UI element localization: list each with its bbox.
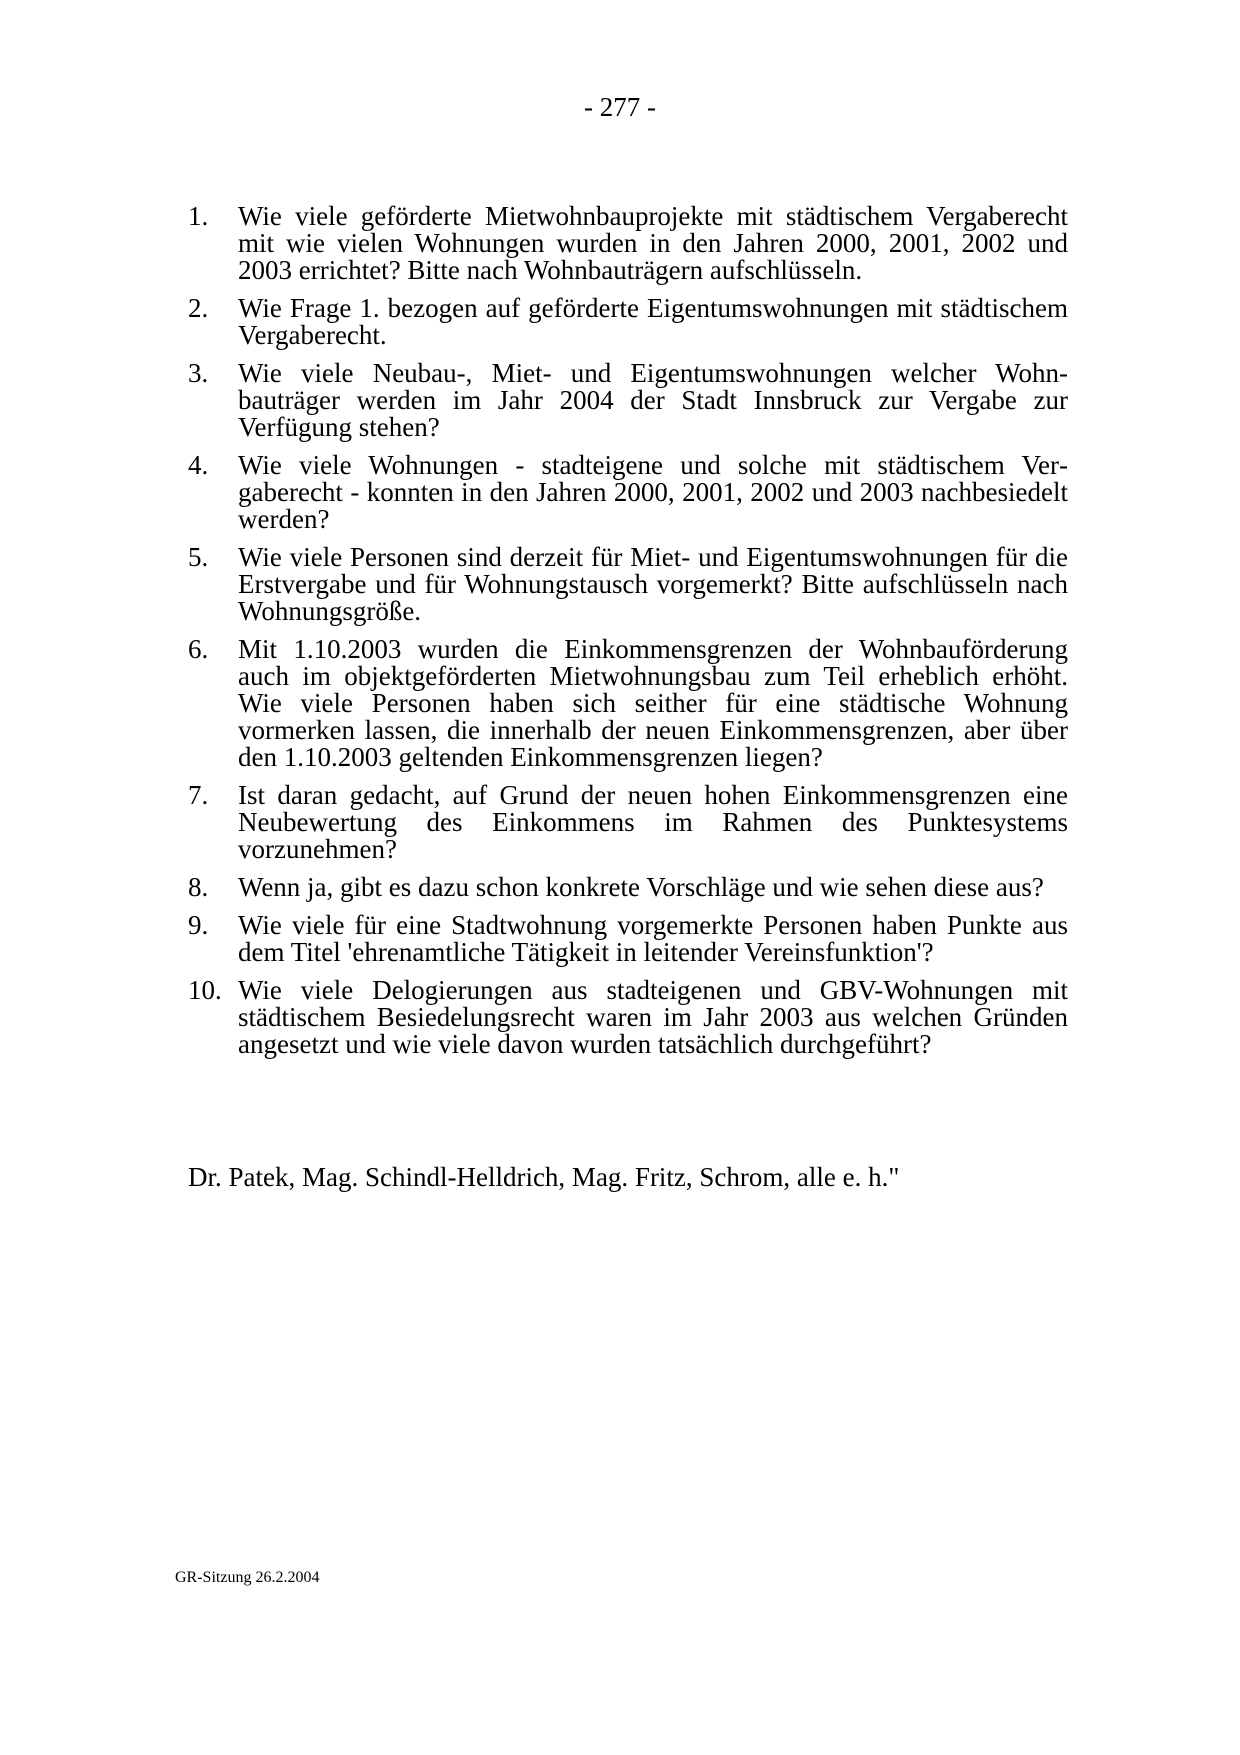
question-number: 6. [188,634,209,664]
question-item [188,874,1068,901]
question-text: Ist daran gedacht, auf Grund der neuen hohen Einkommensgrenzen eine Neubewertung des Einkommens im Rahmen des Punktesystems vorzunehmen? [238,780,1068,864]
question-item [188,782,1068,863]
question-item [188,360,1068,441]
question-text: Wie viele Personen sind derzeit für Miet- und Eigentumswohnungen für die Erstvergabe und für Wohnungstausch vorgemerkt? Bitte aufschlüsseln nach Wohnungsgröße. [238,542,1068,626]
question-text: Wie Frage 1. bezogen auf geförderte Eigentumswohnungen mit städtischem Vergaberecht. [238,293,1068,350]
question-number: 2. [188,293,209,323]
question-number: 5. [188,542,209,572]
question-number: 10. [188,975,222,1005]
question-text: Wie viele Wohnungen - stadteigene und solche mit städtischem Vergaberecht - konnten in den Jahren 2000, 2001, 2002 und 2003 nachbesiedelt werden? [238,450,1068,534]
question-text: Mit 1.10.2003 wurden die Einkommensgrenzen der Wohnbauförderung auch im objektgeförderten Mietwohnungsbau zum Teil erheblich erhöht. Wie viele Personen haben sich seither für eine städtische Wohnung vormerken lassen, die innerhalb der neuen Einkommensgrenzen, aber über den 1.10.2003 geltenden Einkommensgrenzen liegen? [238,634,1068,772]
question-number: 1. [188,201,209,231]
question-number: 9. [188,910,209,940]
question-text: Wenn ja, gibt es dazu schon konkrete Vorschläge und wie sehen diese aus? [238,872,1044,902]
question-item [188,203,1068,284]
question-number: 8. [188,872,209,902]
question-item [188,636,1068,771]
question-list [188,203,1068,1069]
question-number: 3. [188,358,209,388]
question-item [188,295,1068,349]
question-number: 7. [188,780,209,810]
question-number: 4. [188,450,209,480]
signature-line: Dr. Patek, Mag. Schindl-Helldrich, Mag. Fritz, Schrom, alle e. h." [188,1162,900,1192]
question-item [188,977,1068,1058]
question-text: Wie viele Neubau-, Miet- und Eigentumswohnungen welcher Wohnbauträger werden im Jahr 2004 der Stadt Innsbruck zur Vergabe zur Verfügung stehen? [238,358,1068,442]
question-item [188,912,1068,966]
page-number: - 277 - [584,92,656,122]
question-text: Wie viele geförderte Mietwohnbauprojekte mit städtischem Vergaberecht mit wie vielen Wohnungen wurden in den Jahren 2000, 2001, 2002 und 2003 errichtet? Bitte nach Wohnbauträgern aufschlüsseln. [238,201,1068,285]
question-text: Wie viele für eine Stadtwohnung vorgemerkte Personen haben Punkte aus dem Titel 'ehrenamtliche Tätigkeit in leitender Vereinsfunktion'? [238,910,1068,967]
footer-session-date: GR-Sitzung 26.2.2004 [175,1569,320,1586]
question-text: Wie viele Delogierungen aus stadteigenen und GBV-Wohnungen mit städtischem Besiedelungsrecht waren im Jahr 2003 aus welchen Gründen angesetzt und wie viele davon wurden tatsächlich durchgeführt? [238,975,1068,1059]
question-item [188,452,1068,533]
question-item [188,544,1068,625]
